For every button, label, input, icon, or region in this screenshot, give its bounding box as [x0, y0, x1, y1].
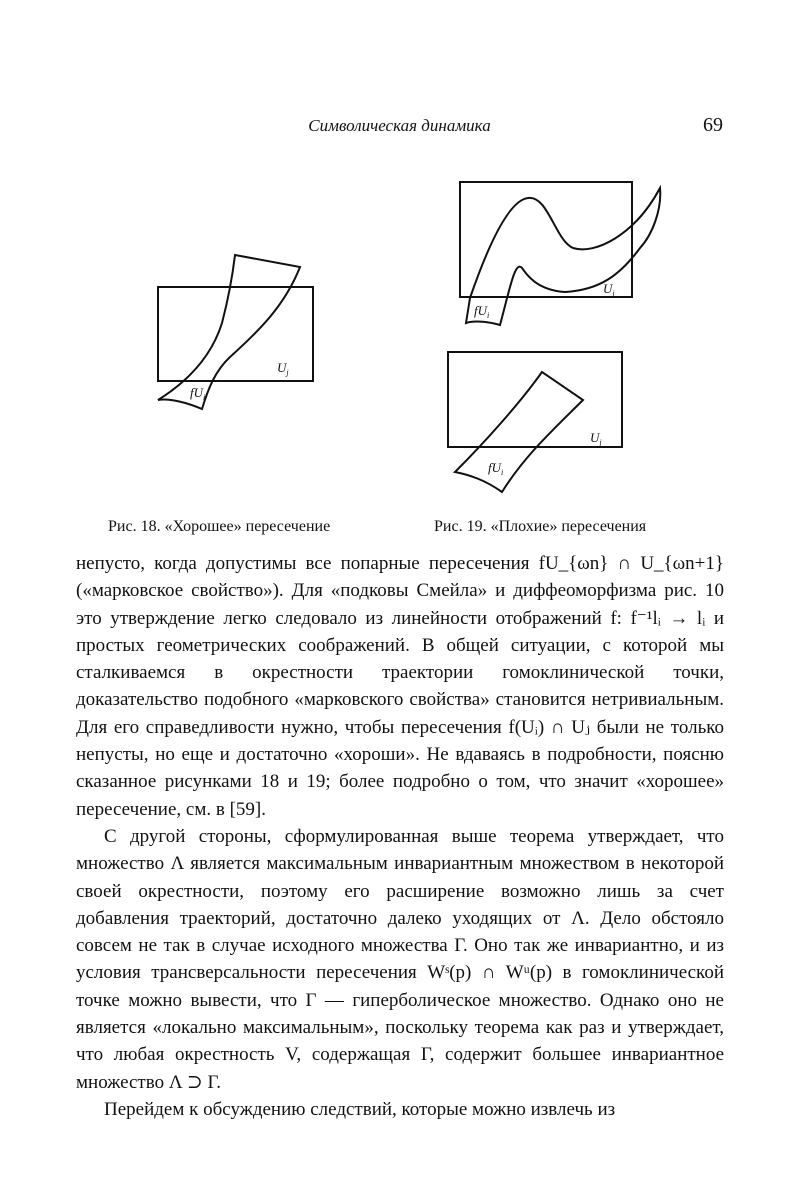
page-number: 69: [703, 114, 723, 136]
fig18-label-fui: $fU_i$: [190, 385, 206, 402]
fig19-bottom-label-fui: $fU_i$: [488, 460, 504, 477]
figure-19-caption: Рис. 19. «Плохие» пересечения: [434, 518, 647, 535]
figure-18: [150, 245, 330, 415]
fig19-top-label-fui: $fU_i$: [474, 303, 490, 320]
paragraph-3: Перейдем к обсуждению следствий, которые можно извлечь из: [104, 1098, 616, 1120]
fig18-curved-strip-fui: [158, 255, 300, 409]
fig19-top-label-uj: $U_j$: [603, 281, 615, 298]
fig19-bottom-label-uj: $U_j$: [590, 430, 602, 447]
body-text: [76, 550, 724, 1123]
paragraph-1: непусто, когда допустимы все попарные пересечения fU_{ωn} ∩ U_{ωn+1} («марковское свойство»). Для «подковы Смейла» и диффеоморфизма рис. 10 это утверждение легко следовало из линейности отображений f: f⁻¹lᵢ → lᵢ и простых геометрических соображений. В общей ситуации, с которой мы сталкиваемся в окрестности траектории гомоклинической точки, доказательство подобного «марковского свойства» становится нетривиальным. Для его справедливости нужно, чтобы пересечения f(Uᵢ) ∩ Uⱼ были не только непусты, но еще и достаточно «хороши». Не вдаваясь в подробности, поясню сказанное рисунками 18 и 19; более подробно о том, что значит «хорошее» пересечение, см. в [59].: [76, 553, 724, 820]
fig18-rectangle-uj: [158, 287, 313, 381]
fig18-label-uj: $U_j$: [277, 360, 289, 377]
figure-18-caption: Рис. 18. «Хорошее» пересечение: [108, 518, 331, 535]
fig19-bottom-strip-fui: [455, 372, 583, 492]
figure-19: [440, 180, 680, 510]
running-title: Символическая динамика: [308, 116, 491, 135]
paragraph-2: С другой стороны, сформулированная выше теорема утверждает, что множество Λ является максимальным инвариантным множеством в некоторой своей окрестности, поэтому его расширение возможно лишь за счет добавления траекторий, достаточно далеко уходящих от Λ. Дело обстояло совсем не так в случае исходного множества Γ. Оно так же инвариантно, и из условия трансверсальности пересечения Wˢ(p) ∩ Wᵘ(p) в гомоклинической точке можно вывести, что Γ — гиперболическое множество. Однако оно не является «локально максимальным», поскольку теорема как раз и утверждает, что любая окрестность V, содержащая Γ, содержит большее инвариантное множество Λ ⊃ Γ.: [76, 825, 724, 1093]
